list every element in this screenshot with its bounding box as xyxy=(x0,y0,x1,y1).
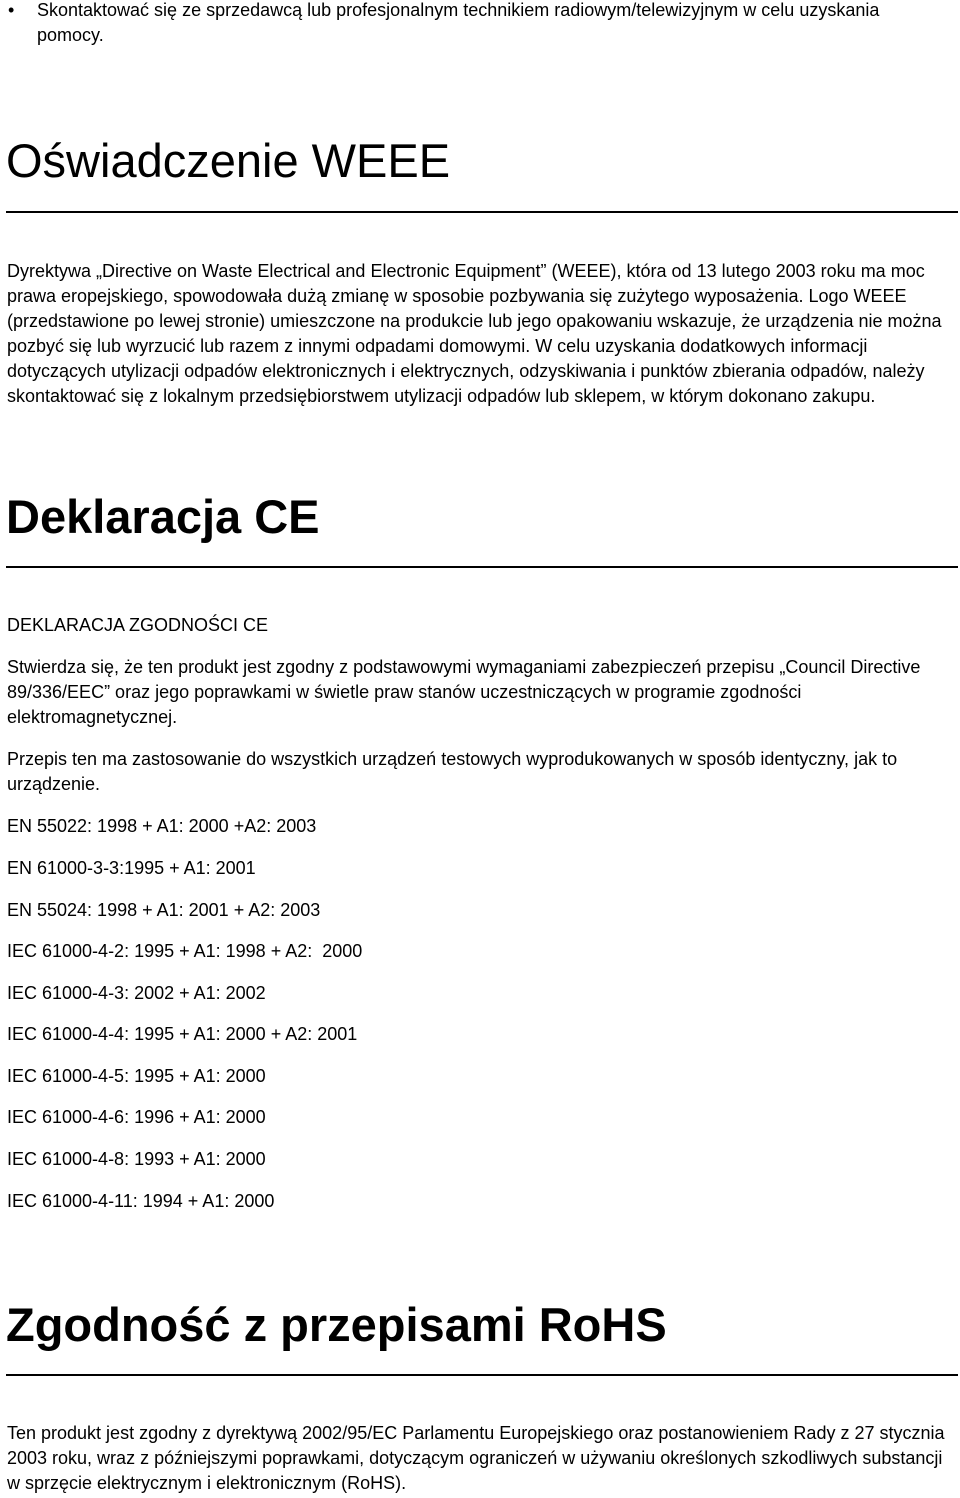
ce-subheading: DEKLARACJA ZGODNOŚCI CE xyxy=(7,615,269,635)
rohs-paragraph: Ten produkt jest zgodny z dyrektywą 2002/95/EC Parlamentu Europejskiego oraz postanowieniem Rady z 27 stycznia 2003 roku, wraz z późniejszymi poprawkami, dotyczącym ograniczeń w używaniu określonych szkodliwych substancji w sprzęcie elektrycznym i elektronicznym (RoHS). xyxy=(7,1423,945,1493)
standard-item: EN 55022: 1998 + A1: 2000 +A2: 2003 xyxy=(7,816,317,836)
standard-item: IEC 61000-4-8: 1993 + A1: 2000 xyxy=(7,1149,266,1169)
standard-item: IEC 61000-4-2: 1995 + A1: 1998 + A2: 2000 xyxy=(7,941,363,961)
standard-item: IEC 61000-4-4: 1995 + A1: 2000 + A2: 2001 xyxy=(7,1024,358,1044)
ce-paragraph-conformity: Stwierdza się, że ten produkt jest zgodny z podstawowymi wymaganiami zabezpieczeń przepisu „Council Directive 89/336/EEC” oraz jego poprawkami w świetle praw stanów uczestniczących w programie zgodności elektromagnetycznej. xyxy=(7,657,921,727)
standard-item: EN 61000-3-3:1995 + A1: 2001 xyxy=(7,858,256,878)
contact-bullet-item xyxy=(8,0,948,48)
standard-item: IEC 61000-4-5: 1995 + A1: 2000 xyxy=(7,1066,266,1086)
weee-heading-rule xyxy=(6,211,958,213)
ce-heading-rule xyxy=(6,566,958,568)
bullet-text: Skontaktować się ze sprzedawcą lub profesjonalnym technikiem radiowym/telewizyjnym w celu uzyskania pomocy. xyxy=(37,0,880,45)
rohs-heading-rule xyxy=(6,1374,958,1376)
standard-item: IEC 61000-4-6: 1996 + A1: 2000 xyxy=(7,1107,266,1127)
ce-heading: Deklaracja CE xyxy=(6,490,320,543)
standard-item: IEC 61000-4-11: 1994 + A1: 2000 xyxy=(7,1191,275,1211)
standard-item: IEC 61000-4-3: 2002 + A1: 2002 xyxy=(7,983,266,1003)
bullet-marker: • xyxy=(8,0,15,20)
rohs-heading: Zgodność z przepisami RoHS xyxy=(6,1298,667,1351)
weee-paragraph: Dyrektywa „Directive on Waste Electrical and Electronic Equipment” (WEEE), która od 13 lutego 2003 roku ma moc prawa eropejskiego, spowodowała dużą zmianę w sposobie pozbywania się zużytego wyposażenia. Logo WEEE (przedstawione po lewej stronie) umieszczone na produkcie lub jego opakowaniu wskazuje, że urządzenia nie można pozbyć się lub wyrzucić lub razem z innymi odpadami domowymi. W celu uzyskania dodatkowych informacji dotyczących utylizacji odpadów elektronicznych i elektrycznych, odzyskiwania i punktów zbierania odpadów, należy skontaktować się z lokalnym przedsiębiorstwem utylizacji odpadów lub sklepem, w którym dokonano zakupu. xyxy=(7,261,942,406)
standard-item: EN 55024: 1998 + A1: 2001 + A2: 2003 xyxy=(7,900,321,920)
ce-paragraph-scope: Przepis ten ma zastosowanie do wszystkich urządzeń testowych wyprodukowanych w sposób identyczny, jak to urządzenie. xyxy=(7,749,898,794)
weee-heading: Oświadczenie WEEE xyxy=(6,134,451,187)
